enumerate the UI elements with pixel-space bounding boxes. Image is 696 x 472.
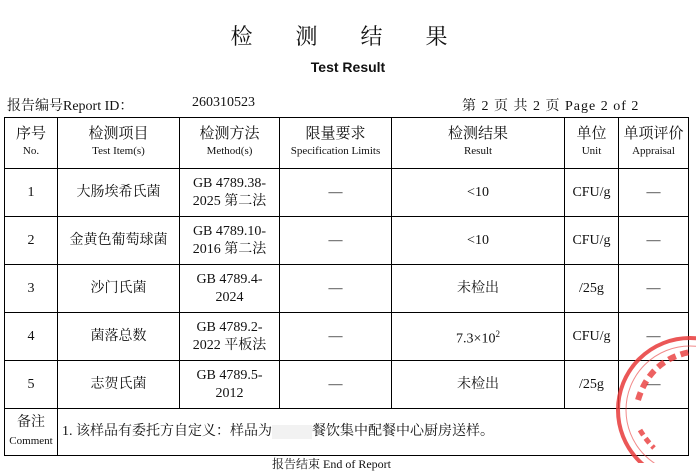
page-title-cn: 检 测 结 果 xyxy=(230,25,466,50)
row-no: 4 xyxy=(5,313,58,361)
row-no: 5 xyxy=(5,361,58,409)
row-method: GB 4789.2- 2022 平板法 xyxy=(180,313,280,361)
row-appraisal: — xyxy=(619,313,689,361)
header-result: 检测结果 Result xyxy=(392,118,565,169)
row-method: GB 4789.4- 2024 xyxy=(180,265,280,313)
row-limit: — xyxy=(280,217,392,265)
row-limit: — xyxy=(280,313,392,361)
table-row xyxy=(5,313,689,361)
comment-label: 备注 Comment xyxy=(5,409,58,456)
row-no: 3 xyxy=(5,265,58,313)
row-no: 1 xyxy=(5,169,58,217)
results-table xyxy=(4,117,689,456)
header-no: 序号 No. xyxy=(5,118,58,169)
row-test-item: 大肠埃希氏菌 xyxy=(58,169,180,217)
row-method: GB 4789.10- 2016 第二法 xyxy=(180,217,280,265)
row-limit: — xyxy=(280,361,392,409)
table-row xyxy=(5,169,689,217)
page-title-en: Test Result xyxy=(310,59,386,75)
row-method: GB 4789.5- 2012 xyxy=(180,361,280,409)
row-method: GB 4789.38- 2025 第二法 xyxy=(180,169,280,217)
header-test-item: 检测项目 Test Item(s) xyxy=(58,118,180,169)
header-unit: 单位 Unit xyxy=(565,118,619,169)
row-result: <10 xyxy=(392,217,565,265)
row-test-item: 菌落总数 xyxy=(58,313,180,361)
comment-row xyxy=(5,409,689,456)
row-limit: — xyxy=(280,169,392,217)
row-unit: /25g xyxy=(565,361,619,409)
header-appraisal: 单项评价 Appraisal xyxy=(619,118,689,169)
row-result: 未检出 xyxy=(392,361,565,409)
table-header-row xyxy=(5,118,689,169)
row-test-item: 志贺氏菌 xyxy=(58,361,180,409)
report-id-label: 报告编号Report ID： xyxy=(7,99,134,114)
row-appraisal: — xyxy=(619,265,689,313)
row-result: $7.3\times 10^2$ xyxy=(392,313,565,361)
comment-text: 1. 该样品有委托方自定义：样品为 餐饮集中配餐中心厨房送样。 xyxy=(58,409,689,456)
report-id-value: 260310523 xyxy=(192,95,255,110)
redacted-sample-name xyxy=(272,425,312,439)
row-unit: CFU/g xyxy=(565,313,619,361)
row-result: 未检出 xyxy=(392,265,565,313)
row-no: 2 xyxy=(5,217,58,265)
row-unit: /25g xyxy=(565,265,619,313)
end-of-report: 报告结束 End of Report xyxy=(272,457,391,471)
table-row xyxy=(5,265,689,313)
row-unit: CFU/g xyxy=(565,169,619,217)
header-method: 检测方法 Method(s) xyxy=(180,118,280,169)
header-spec-limits: 限量要求 Specification Limits xyxy=(280,118,392,169)
row-result: <10 xyxy=(392,169,565,217)
red-seal-stamp xyxy=(610,330,696,463)
table-row xyxy=(5,217,689,265)
row-test-item: 金黄色葡萄球菌 xyxy=(58,217,180,265)
row-appraisal: — xyxy=(619,169,689,217)
row-limit: — xyxy=(280,265,392,313)
row-unit: CFU/g xyxy=(565,217,619,265)
page-number-info: 第 2 页 共 2 页 Page 2 of 2 xyxy=(462,99,640,114)
row-test-item: 沙门氏菌 xyxy=(58,265,180,313)
table-row xyxy=(5,361,689,409)
row-appraisal: — xyxy=(619,361,689,409)
row-appraisal: — xyxy=(619,217,689,265)
